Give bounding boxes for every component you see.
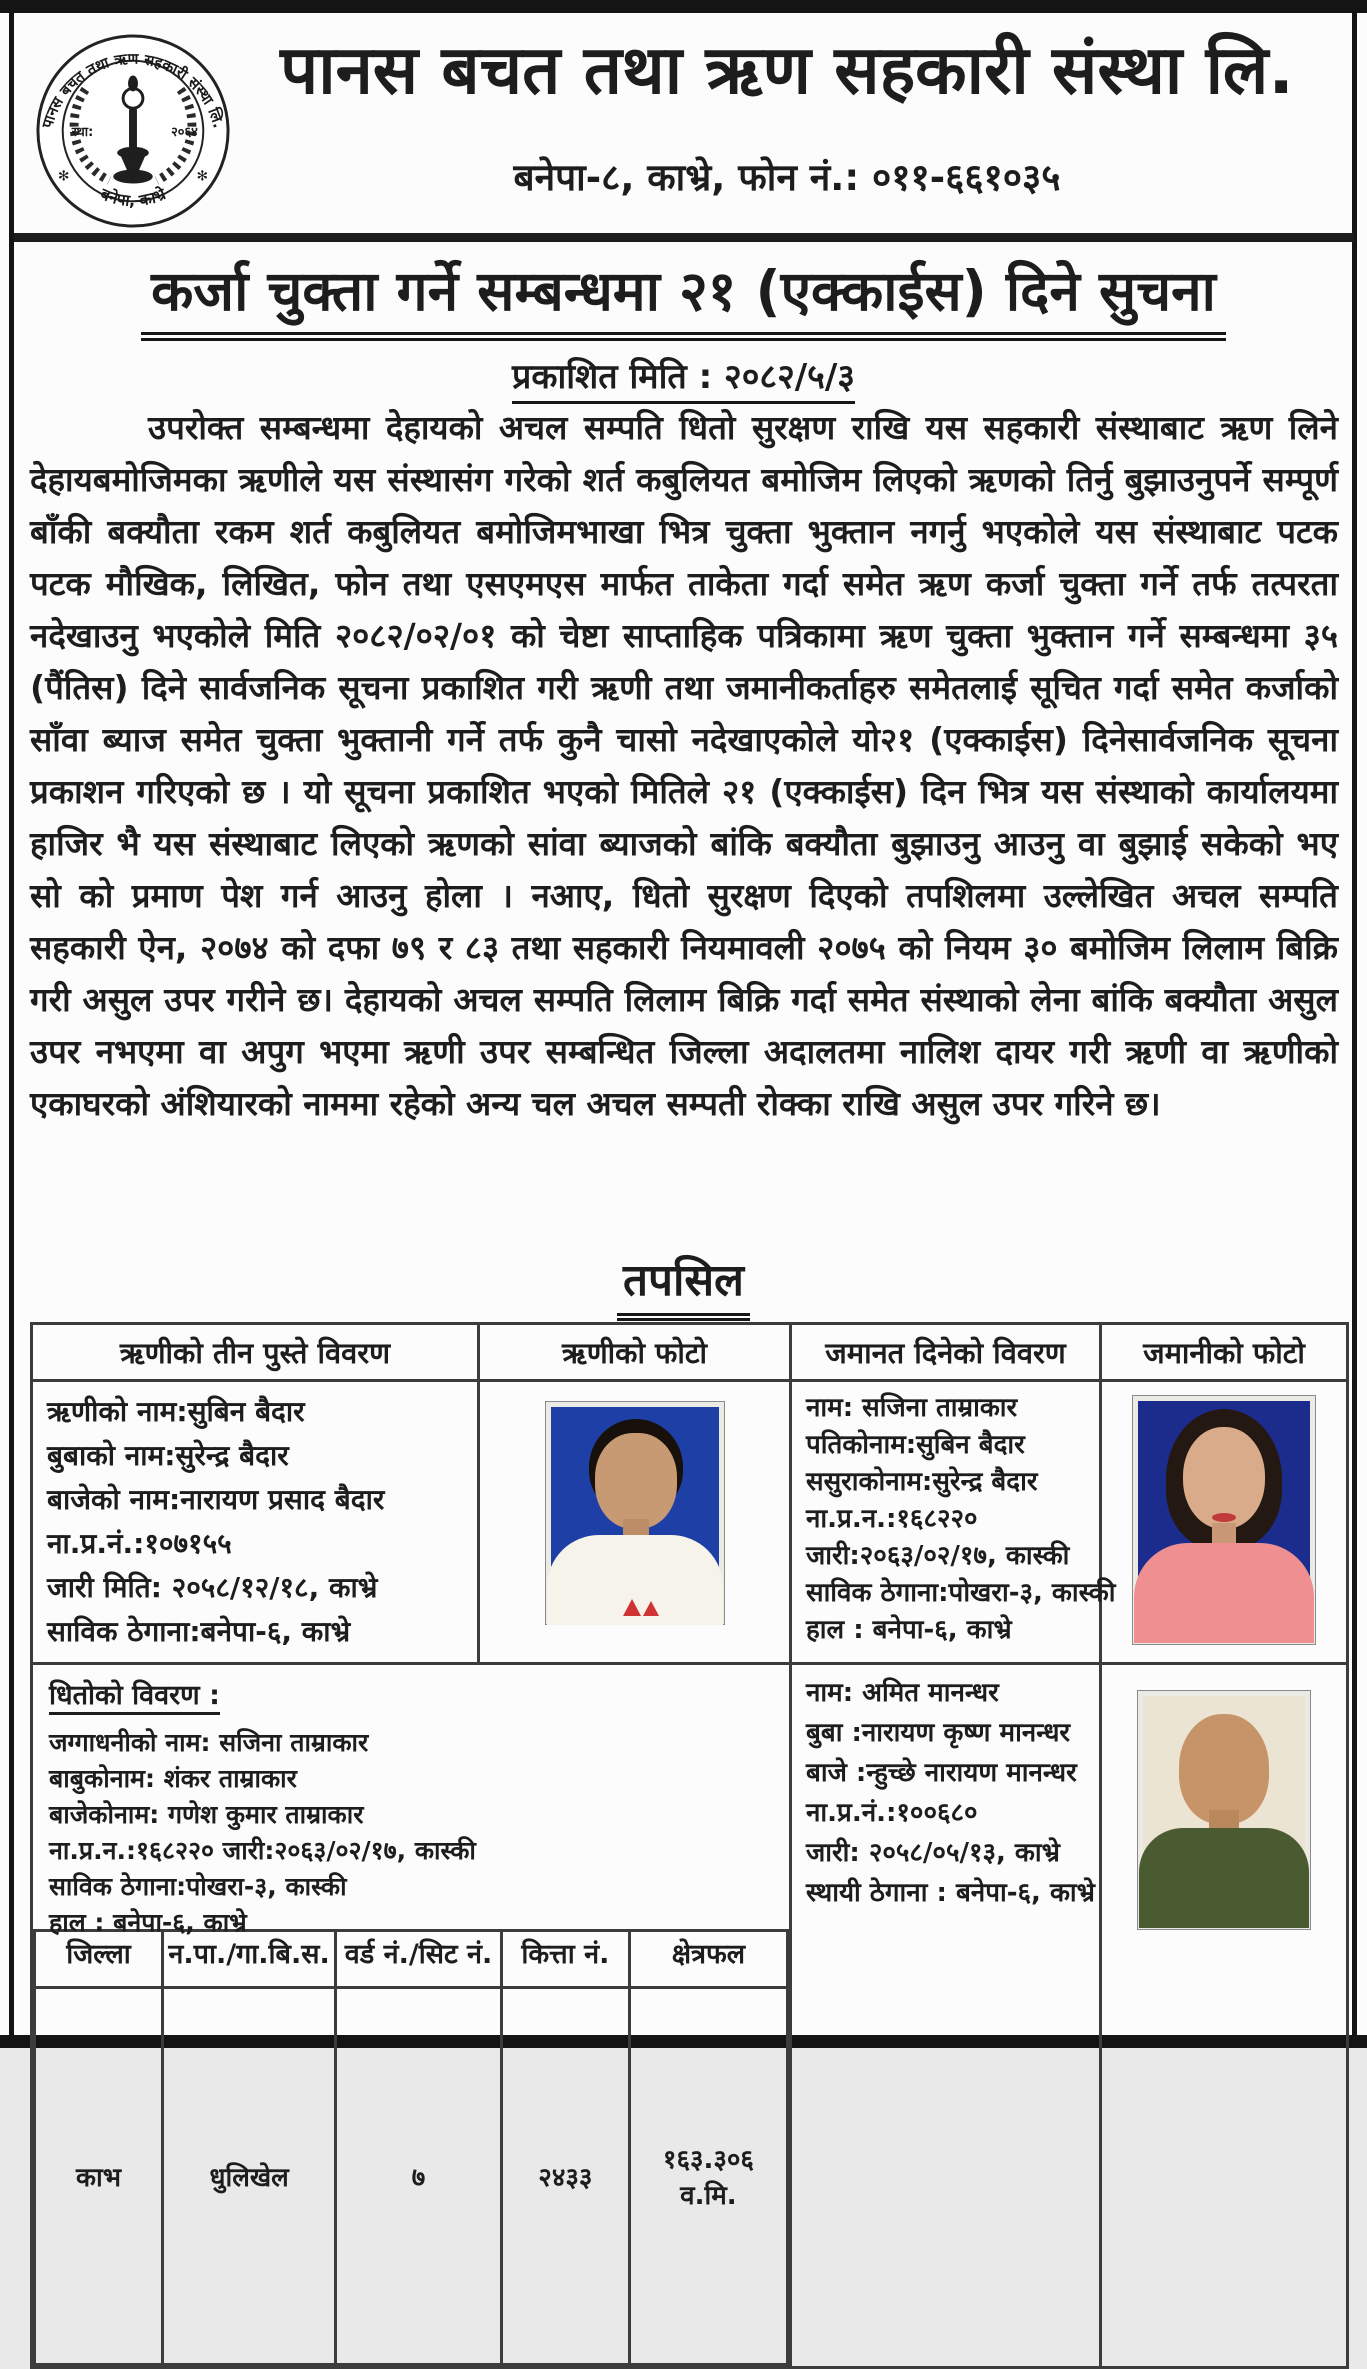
detail-line: हाल : बनेपा-६, काभ्रे xyxy=(49,1908,247,1937)
details-table xyxy=(30,1322,1349,2369)
page-top-border xyxy=(0,0,1367,13)
header-divider xyxy=(14,233,1354,242)
detail-line: साविक ठेगाना:पोखरा-३, कास्की xyxy=(806,1578,1116,1608)
land-table xyxy=(33,1929,789,2366)
published-date: प्रकाशित मिति : २०८२/५/३ xyxy=(512,352,855,404)
photo-hoodie xyxy=(1134,1543,1314,1643)
land-col-area: क्षेत्रफल xyxy=(629,1931,787,1988)
col-header-borrower-details: ऋणीको तीन पुस्ते विवरण xyxy=(32,1324,479,1381)
land-col-ward: वर्ड नं./सिट नं. xyxy=(336,1931,502,1988)
guarantor2-photo-cell xyxy=(1101,1664,1348,2368)
detail-line: ना.प्र.नं.:१००६८० xyxy=(806,1798,978,1828)
logo-right-label: २०६४ xyxy=(171,124,198,140)
photo-face xyxy=(1179,1714,1269,1824)
collateral-cell xyxy=(32,1664,791,2368)
guarantor1-details-cell xyxy=(791,1381,1116,1664)
detail-line: नाम: सजिना ताम्राकार xyxy=(806,1393,1018,1423)
guarantor2-photo xyxy=(1138,1691,1310,1929)
detail-line: बुबा :नारायण कृष्ण मानन्धर xyxy=(806,1718,1071,1748)
detail-line: हाल : बनेपा-६, काभ्रे xyxy=(806,1615,1012,1645)
detail-line: ना.प्र.नं.:१०७१५५ xyxy=(47,1527,232,1560)
logo-arc-top-text: पानस बचत तथा ऋण सहकारी संस्था लि. xyxy=(38,49,228,131)
detail-line: साविक ठेगाना:पोखरा-३, कास्की xyxy=(49,1872,347,1901)
borrower-details-cell xyxy=(32,1381,479,1664)
guarantor1-details xyxy=(792,1382,1116,1657)
table-header-row xyxy=(32,1324,1348,1381)
borrower-photo-cell xyxy=(479,1381,791,1664)
detail-line: नाम: अमित मानन्धर xyxy=(806,1678,999,1708)
borrower-photo xyxy=(546,1402,724,1624)
borrower-details xyxy=(33,1382,477,1662)
detail-line: ससुराकोनाम:सुरेन्द्र बैदार xyxy=(806,1467,1038,1497)
land-area-value: १६३.३०६ व.मि. xyxy=(629,1988,787,2365)
guarantor1-photo-cell xyxy=(1101,1381,1348,1664)
collateral-heading: धितोको विवरण : xyxy=(49,1675,220,1715)
notice-body: उपरोक्त सम्बन्धमा देहायको अचल सम्पति धितो सुरक्षण राखि यस सहकारी संस्थाबाट ऋण लिने देहायबमोजिमका ऋणीले यस संस्थासंग गरेको शर्त कबुलियत बमोजिम लिएको ऋणको तिर्नु बुझाउनुपर्ने सम्पूर्ण बाँकी बक्यौता रकम शर्त कबुलियत बमोजिमभाखा भित्र चुक्ता भुक्तान नगर्नु भएकोले यस संस्थाबाट पटक पटक मौखिक, लिखित, फोन तथा एसएमएस मार्फत ताकेता गर्दा समेत ऋण कर्जा चुक्ता गर्ने तर्फ तत्परता नदेखाउनु भएकोले मिति २०८२/०२/०१ को चेष्टा साप्ताहिक पत्रिकामा ऋण चुक्ता भुक्तान गर्ने सम्बन्धमा ३५ (पैंतिस) दिने सार्वजनिक सूचना प्रकाशित गरी ऋणी तथा जमानीकर्ताहरु समेतलाई सूचित गर्दा समेत कर्जाको साँवा ब्याज समेत चुक्ता भुक्तानी गर्ने तर्फ कुनै चासो नदेखाएकोले यो२१ (एक्काईस) दिनेसार्वजनिक सूचना प्रकाशन गरिएको छ । यो सूचना प्रकाशित भएको मितिले २१ (एक्काईस) दिन भित्र यस संस्थाको कार्यालयमा हाजिर भै यस संस्थाबाट लिएको ऋणको सांवा ब्याजको बांकि बक्यौता बुझाउनु आउनु वा बुझाई सकेको भए सो को प्रमाण पेश गर्न आउनु होला । नआए, धितो सुरक्षण दिएको तपशिलमा उल्लेखित अचल सम्पति सहकारी ऐन, २०७४ को दफा ७९ र ८३ तथा सहकारी नियमावली २०७५ को नियम ३० बमोजिम लिलाम बिक्रि गरी असुल उपर गरीने छ। देहायको अचल सम्पति लिलाम बिक्रि गर्दा समेत संस्थाको लेना बांकि बक्यौता असुल उपर नभएमा वा अपुग भएमा ऋणी उपर सम्बन्धित जिल्ला अदालतमा नालिश दायर गरी ऋणी वा ऋणीको एकाघरको अंशियारको नाममा रहेको अन्य चल अचल सम्पती रोक्का राखि असुल उपर गरिने छ। xyxy=(30,408,1338,1123)
land-col-municipality: न.पा./गा.बि.स. xyxy=(163,1931,336,1988)
detail-line: ऋणीको नाम:सुबिन बैदार xyxy=(47,1395,305,1428)
org-address: बनेपा-८, काभ्रे, फोन नं.: ०११-६६१०३५ xyxy=(513,156,1061,199)
logo-star-right-icon: ✻ xyxy=(196,168,209,185)
land-municipality-value: धुलिखेल xyxy=(163,1988,336,2365)
detail-line: बाजेको नाम:नारायण प्रसाद बैदार xyxy=(47,1483,385,1516)
org-logo xyxy=(34,32,232,230)
tapasil-heading: तपसिल xyxy=(617,1248,750,1321)
logo-arc-bottom-text: बनेपा, काभ्रे xyxy=(97,184,169,210)
detail-line: बाजेकोनाम: गणेश कुमार ताम्राकार xyxy=(49,1800,364,1829)
detail-line: जग्गाधनीको नाम: सजिना ताम्राकार xyxy=(49,1728,369,1757)
detail-line: जारी मिति: २०५८/१२/१८, काभ्रे xyxy=(47,1571,378,1604)
land-table-data-row xyxy=(35,1988,788,2365)
detail-line: जारी:२०६३/०२/१७, कास्की xyxy=(806,1541,1070,1571)
col-header-borrower-photo: ऋणीको फोटो xyxy=(479,1324,791,1381)
land-col-plot: कित्ता नं. xyxy=(501,1931,629,1988)
table-row xyxy=(32,1664,1348,2368)
photo-shirt-logo xyxy=(623,1599,641,1616)
detail-line: बाजे :न्हुच्छे नारायण मानन्धर xyxy=(806,1758,1077,1788)
collateral-details xyxy=(33,1665,789,1937)
letterhead xyxy=(20,24,1347,230)
detail-line: जारी: २०५८/०५/१३, काभ्रे xyxy=(806,1838,1060,1868)
land-district-value: काभ xyxy=(35,1988,163,2365)
guarantor2-details-cell xyxy=(791,1664,1101,2368)
logo-star-left-icon: ✻ xyxy=(57,168,70,185)
photo-shirt-logo xyxy=(643,1601,659,1616)
photo-face xyxy=(595,1433,677,1529)
photo-shirt xyxy=(1139,1828,1309,1928)
land-ward-value: ७ xyxy=(336,1988,502,2365)
guarantor2-details xyxy=(792,1665,1099,1921)
col-header-guarantor-photo: जमानीको फोटो xyxy=(1101,1324,1348,1381)
notice-title: कर्जा चुक्ता गर्ने सम्बन्धमा २१ (एक्काईस) दिने सुचना xyxy=(141,258,1226,341)
published-date-row xyxy=(0,352,1367,404)
detail-line: साविक ठेगाना:बनेपा-६, काभ्रे xyxy=(47,1615,351,1648)
title-row xyxy=(0,258,1367,341)
land-plot-value: २४३३ xyxy=(501,1988,629,2365)
photo-lips xyxy=(1212,1513,1236,1522)
col-header-guarantor-details: जमानत दिनेको विवरण xyxy=(791,1324,1101,1381)
detail-line: बाबुकोनाम: शंकर ताम्राकार xyxy=(49,1764,297,1793)
detail-line: स्थायी ठेगाना : बनेपा-६, काभ्रे xyxy=(806,1878,1095,1908)
guarantor1-photo xyxy=(1133,1396,1315,1644)
table-row xyxy=(32,1381,1348,1664)
detail-line: ना.प्र.न.:१६८२२० जारी:२०६३/०२/१७, कास्की xyxy=(49,1836,476,1865)
org-name: पानस बचत तथा ऋण सहकारी संस्था लि. xyxy=(280,31,1294,109)
land-col-district: जिल्ला xyxy=(35,1931,163,1988)
detail-line: बुबाको नाम:सुरेन्द्र बैदार xyxy=(47,1439,289,1472)
tapasil-row xyxy=(0,1248,1367,1321)
detail-line: पतिकोनाम:सुबिन बैदार xyxy=(806,1430,1025,1460)
logo-left-label: स्था: xyxy=(71,124,94,140)
detail-line: ना.प्र.न.:१६८२२० xyxy=(806,1504,978,1534)
